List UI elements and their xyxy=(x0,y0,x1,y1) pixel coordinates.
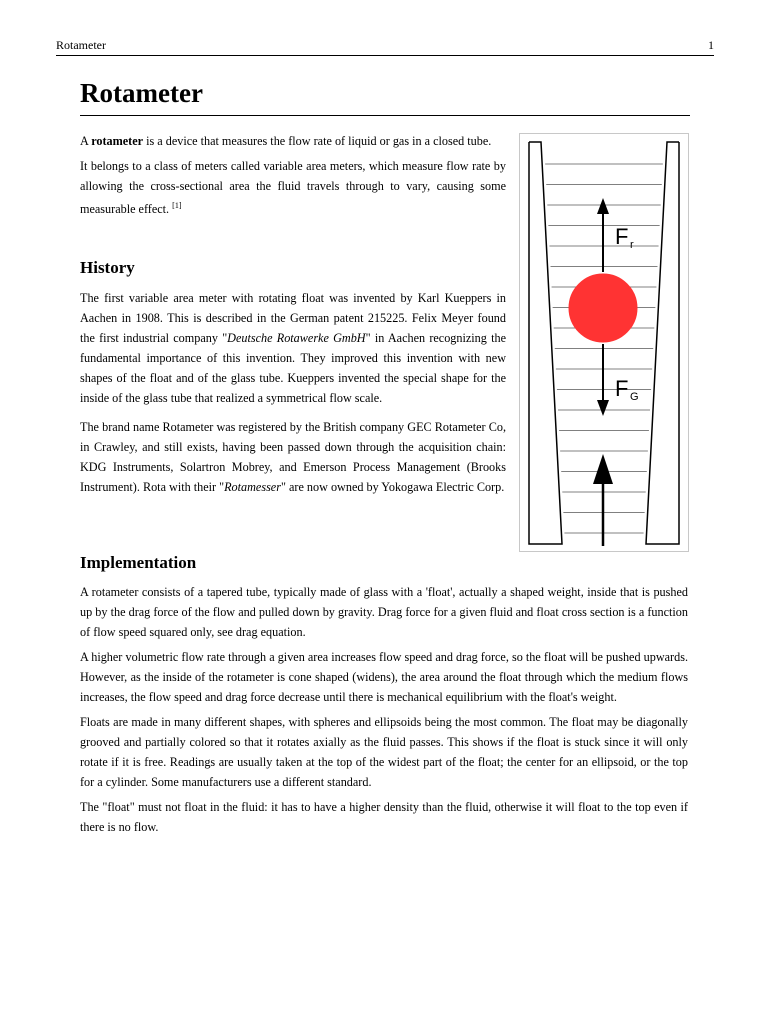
tube-right-wall xyxy=(646,142,679,544)
intro-paragraph-1 xyxy=(80,131,506,151)
product-name-italic: Rotamesser xyxy=(224,480,281,494)
implementation-paragraph-3: Floats are made in many different shapes, with spheres and ellipsoids being the most common. The float may be diagonally grooved and partially colored so that it rotates axially as the fluid passes. This shows if the float is stuck since it will only rotate if it is free. Readings are usually taken at the top of the widest part of the float; the center for an ellipsoid, or the top for a cylinder. Some manufacturers use a different standard. xyxy=(80,715,688,789)
rotameter-diagram xyxy=(519,133,689,552)
implementation-section xyxy=(80,582,688,837)
history-p2-pre: The brand name Rotameter was registered by the British company GEC Rotameter Co, in Crawley, and still exists, having been passed down through the acquisition chain: KDG Instruments, Solartron Mobrey, and Emerson Process Management (Brooks Instrument). Rota with their " xyxy=(80,420,506,494)
term-rotameter: rotameter xyxy=(91,134,144,148)
intro-p1-post: is a device that measures the flow rate of liquid or gas in a closed tube. xyxy=(143,134,492,148)
running-header xyxy=(56,38,714,56)
rotameter-diagram-svg xyxy=(520,134,688,551)
intro-paragraph-2 xyxy=(80,156,506,219)
running-title: Rotameter xyxy=(56,38,106,52)
implementation-heading: Implementation xyxy=(80,553,197,572)
drag-force-label: F xyxy=(615,224,629,249)
history-paragraph-1 xyxy=(80,288,506,408)
page-title: Rotameter xyxy=(80,78,690,116)
reference-link-1[interactable]: [1] xyxy=(172,201,182,210)
flow-arrowhead xyxy=(593,454,613,484)
implementation-paragraph-1: A rotameter consists of a tapered tube, typically made of glass with a 'float', actually a shaped weight, inside that is pushed up by the drag force of the flow and pulled down by gravity. Drag force for a given fluid and float cross section is a function of flow speed squared only, see drag equation. xyxy=(80,585,688,639)
intro-p2-text: It belongs to a class of meters called variable area meters, which measure flow rate by allowing the cross-sectional area the fluid travels through to vary, causing some measurable effect. xyxy=(80,159,506,217)
history-p1-pre: The first variable area meter with rotating float was invented by Karl Kueppers in Aachen in 1908. This is described in the German patent 215225. Felix Meyer found the first industrial company " xyxy=(80,291,506,345)
history-p1-post: " in Aachen recognizing the fundamental importance of this invention. They improved this invention with new shapes of the float and of the glass tube. Kueppers invented the special shape for the inside of the glass tube that realized a symmetrical flow scale. xyxy=(80,331,506,405)
gravity-force-label: F xyxy=(615,376,629,401)
intro-section xyxy=(80,131,506,219)
float-ball xyxy=(569,274,637,342)
company-name-italic: Deutsche Rotawerke GmbH xyxy=(227,331,366,345)
history-paragraph-2 xyxy=(80,417,506,497)
history-p2-post: " are now owned by Yokogawa Electric Corp. xyxy=(280,480,505,494)
tube-left-wall xyxy=(529,142,562,544)
implementation-paragraph-2: A higher volumetric flow rate through a given area increases flow speed and drag force, so the float will be pushed upwards. However, as the inside of the rotameter is cone shaped (widens), the area around the float through which the medium flows increases, the flow speed and drag force decrease until there is mechanical equilibrium with the float's weight. xyxy=(80,650,688,704)
drag-force-subscript: r xyxy=(630,239,634,251)
page-number: 1 xyxy=(708,38,714,52)
history-section xyxy=(80,288,506,497)
drag-force-arrowhead xyxy=(597,198,609,214)
implementation-paragraph-4: The "float" must not float in the fluid: it has to have a higher density than the fluid, otherwise it will float to the top even if there is no flow. xyxy=(80,800,688,834)
history-heading: History xyxy=(80,258,135,277)
gravity-force-arrowhead xyxy=(597,400,609,416)
intro-p1-pre: A xyxy=(80,134,92,148)
gravity-force-subscript: G xyxy=(630,391,639,403)
